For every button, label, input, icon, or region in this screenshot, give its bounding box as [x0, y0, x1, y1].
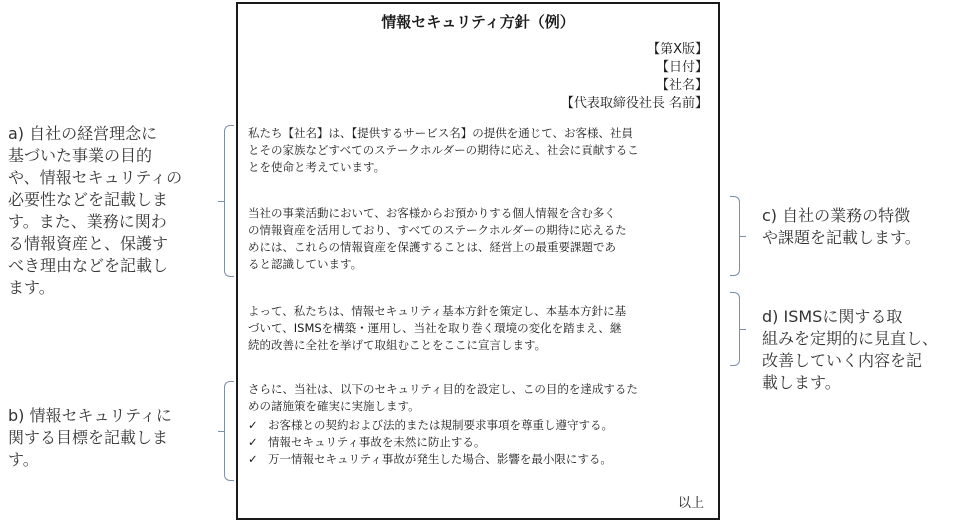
annotation-b-line: 関する目標を記載しま [8, 428, 169, 447]
annotation-a-line: る情報資産と、保護す [8, 234, 169, 253]
annotation-a-line: ます。 [8, 278, 55, 297]
paragraph-line: よって、私たちは、情報セキュリティ基本方針を策定し、本基本方針に基 [248, 304, 627, 318]
document-company: 【社名】 [655, 78, 708, 93]
paragraph-line: さらに、当社は、以下のセキュリティ目的を設定し、この目的を達成するた [248, 382, 638, 396]
annotation-d-bracket [730, 292, 740, 366]
annotation-d [762, 306, 938, 394]
annotation-a-line: a) 自社の経営理念に [8, 124, 158, 143]
annotation-c-line: や課題を記載します。 [762, 228, 921, 247]
annotation-c [762, 205, 921, 249]
annotation-d-line: 載します。 [762, 373, 841, 392]
checklist-item [248, 451, 712, 468]
annotation-b-bracket [224, 381, 234, 481]
checklist-item-text: お客様との契約および法的または規制要求事項を尊重し遵守する。 [268, 418, 613, 432]
policy-document [236, 2, 720, 520]
paragraph-line: めには、これらの情報資産を保護することは、経営上の最重要課題であ [248, 240, 616, 254]
checklist-item [248, 417, 712, 434]
annotation-d-line: 組みを定期的に見直し、 [762, 329, 939, 348]
paragraph-isms [248, 303, 712, 354]
paragraph-line: めの諸施策を確実に実施します。 [248, 399, 420, 413]
paragraph-line: 当社の事業活動において、お客様からお預かりする個人情報を含む多く [248, 206, 616, 220]
annotation-b-line: す。 [8, 450, 39, 469]
annotation-a-line: 必要性などを記載しま [8, 190, 169, 209]
paragraph-line: 私たち【社名】は、【提供するサービス名】の提供を通じて、お客様、社員 [248, 126, 634, 140]
checklist-item-text: 万一情報セキュリティ事故が発生した場合、影響を最小限にする。 [268, 452, 612, 466]
annotation-a-line: す。また、業務に関わ [8, 212, 167, 231]
annotation-c-line: c) 自社の業務の特徴 [762, 206, 911, 225]
annotation-a [8, 123, 182, 299]
annotation-c-bracket [730, 196, 740, 276]
document-version: 【第X版】 [647, 42, 708, 57]
annotation-a-line: や、情報セキュリティの [8, 168, 183, 187]
checklist-item [248, 434, 712, 451]
annotation-a-line: べき理由などを記載し [8, 256, 169, 275]
annotation-a-line: 基づいた事業の目的 [8, 146, 153, 165]
annotation-d-line: d) ISMSに関する取 [762, 307, 903, 326]
paragraph-assets [248, 205, 712, 273]
check-icon: ✓ [248, 418, 258, 432]
annotation-b-line: b) 情報セキュリティに [8, 406, 172, 425]
document-signatory: 【代表取締役社長 名前】 [560, 96, 708, 111]
paragraph-line: とを使命と考えています。 [248, 160, 386, 174]
document-title: 情報セキュリティ方針（例） [381, 13, 575, 31]
check-icon: ✓ [248, 452, 258, 466]
paragraph-line: とその家族などすべてのステークホルダーの期待に応え、社会に貢献するこ [248, 143, 639, 157]
annotation-d-line: 改善していく内容を記 [762, 351, 923, 370]
paragraph-line: づいて、ISMSを構築・運用し、当社を取り巻く環境の変化を踏まえ、継 [248, 321, 622, 335]
paragraph-line: ると認識しています。 [248, 257, 363, 271]
document-closing: 以上 [677, 496, 704, 511]
paragraph-objectives [248, 381, 712, 415]
paragraph-line: 続的改善に全社を挙げて取組むことをここに宣言します。 [248, 338, 547, 352]
paragraph-mission [248, 125, 712, 176]
annotation-a-bracket [224, 125, 234, 277]
paragraph-line: の情報資産を活用しており、すべてのステークホルダーの期待に応えるた [248, 223, 627, 237]
checklist-item-text: 情報セキュリティ事故を未然に防止する。 [268, 435, 486, 449]
objectives-checklist [248, 417, 712, 468]
annotation-b [8, 405, 172, 471]
check-icon: ✓ [248, 435, 258, 449]
document-date: 【日付】 [655, 60, 708, 75]
